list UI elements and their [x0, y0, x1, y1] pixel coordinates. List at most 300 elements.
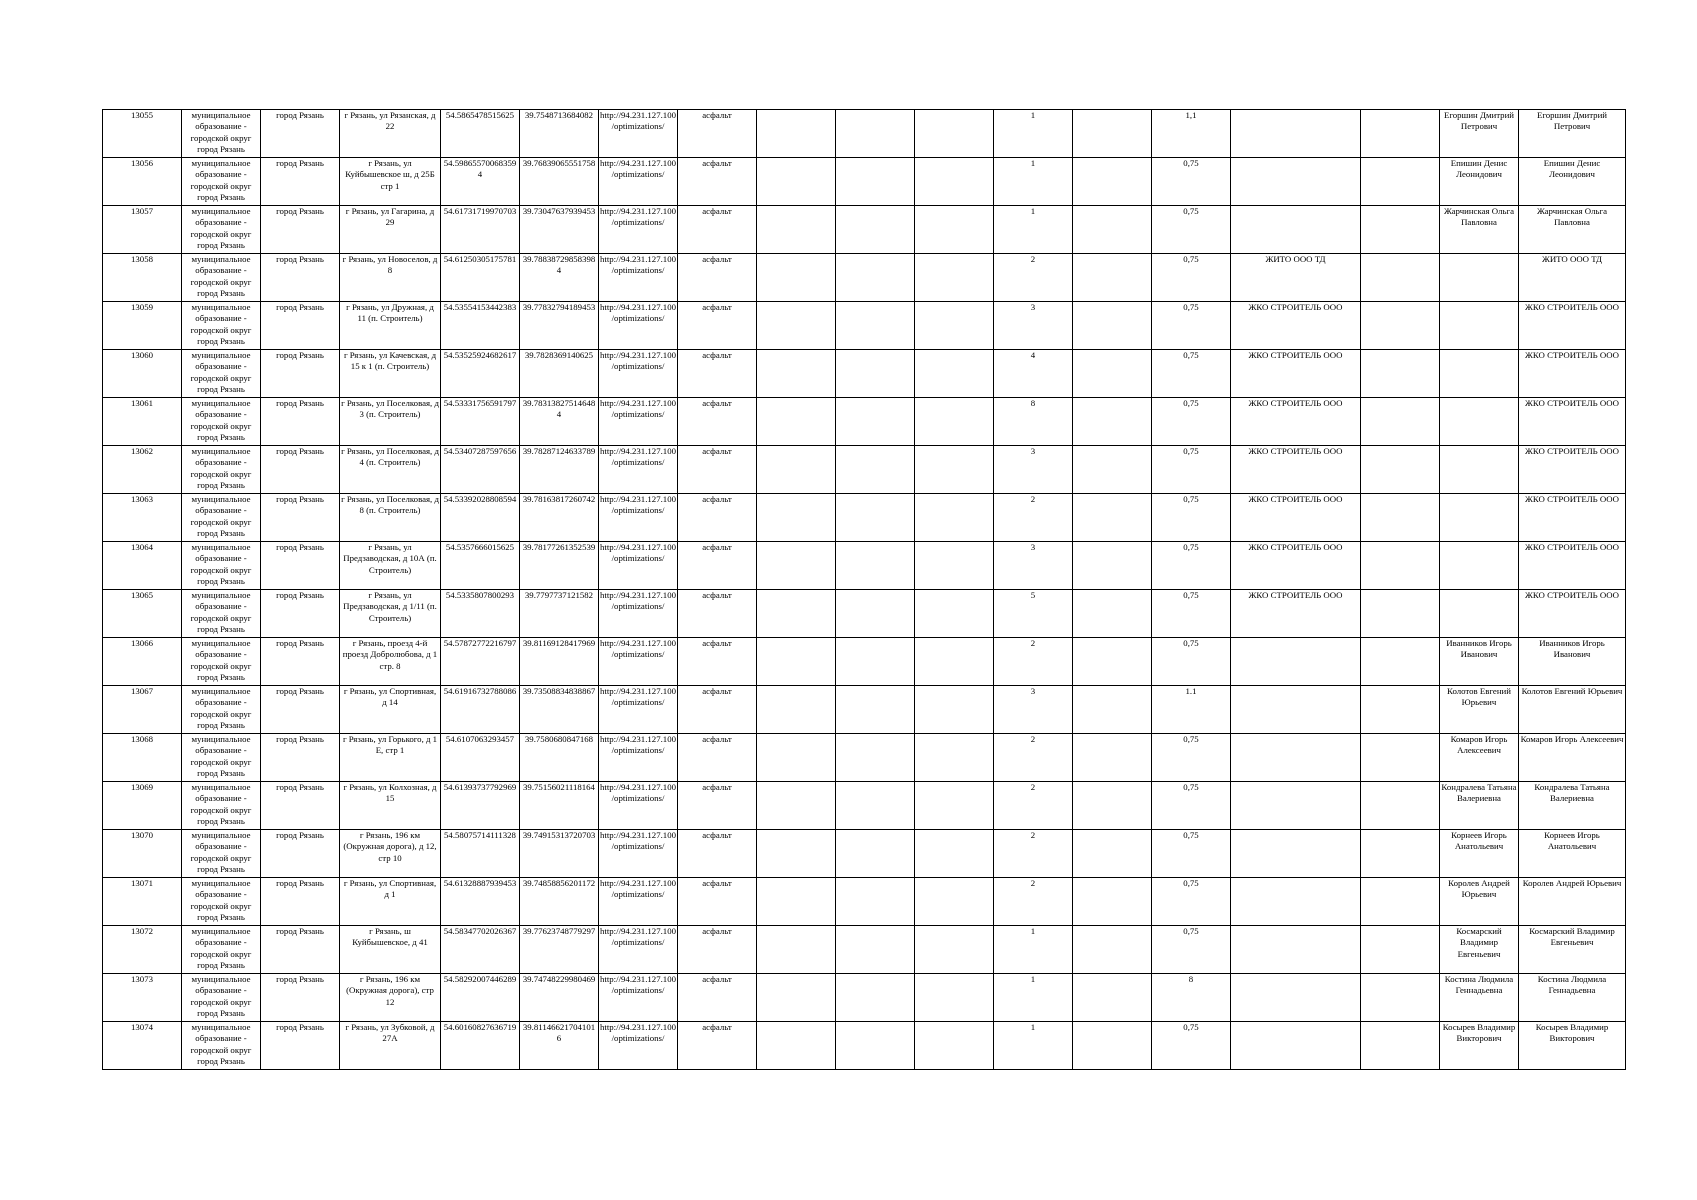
empty-cell	[757, 158, 836, 206]
address-cell: г Рязань, ул Спортивная, д 14	[340, 686, 441, 734]
organization-cell: ЖКО СТРОИТЕЛЬ ООО	[1231, 590, 1361, 638]
volume-cell: 0,75	[1152, 782, 1231, 830]
empty-cell	[1361, 1022, 1440, 1070]
empty-cell	[1073, 782, 1152, 830]
owner-cell: Королев Андрей Юрьевич	[1519, 878, 1626, 926]
city-cell: город Рязань	[261, 110, 340, 158]
url-cell: http://94.231.127.100/optimizations/	[599, 1022, 678, 1070]
url-cell: http://94.231.127.100/optimizations/	[599, 158, 678, 206]
volume-cell: 1,1	[1152, 110, 1231, 158]
empty-cell	[915, 350, 994, 398]
empty-cell	[836, 974, 915, 1022]
table-row	[103, 110, 1626, 158]
longitude-cell: 39.7580680847168	[520, 734, 599, 782]
person-cell	[1440, 350, 1519, 398]
surface-cell: асфальт	[678, 110, 757, 158]
empty-cell	[1073, 590, 1152, 638]
municipality-cell: муниципальное образование - городской округ город Рязань	[182, 158, 261, 206]
url-cell: http://94.231.127.100/optimizations/	[599, 686, 678, 734]
address-cell: г Рязань, ул Гагарина, д 29	[340, 206, 441, 254]
empty-cell	[915, 158, 994, 206]
surface-cell: асфальт	[678, 878, 757, 926]
address-cell: г Рязань, ш Куйбышевское, д 41	[340, 926, 441, 974]
empty-cell	[757, 926, 836, 974]
municipality-cell: муниципальное образование - городской округ город Рязань	[182, 398, 261, 446]
surface-cell: асфальт	[678, 254, 757, 302]
volume-cell: 0,75	[1152, 206, 1231, 254]
city-cell: город Рязань	[261, 446, 340, 494]
empty-cell	[1073, 494, 1152, 542]
longitude-cell: 39.74748229980469	[520, 974, 599, 1022]
empty-cell	[757, 302, 836, 350]
owner-cell: Комаров Игорь Алексеевич	[1519, 734, 1626, 782]
url-cell: http://94.231.127.100/optimizations/	[599, 446, 678, 494]
empty-cell	[1361, 782, 1440, 830]
city-cell: город Рязань	[261, 1022, 340, 1070]
municipality-cell: муниципальное образование - городской округ город Рязань	[182, 878, 261, 926]
url-cell: http://94.231.127.100/optimizations/	[599, 926, 678, 974]
person-cell: Костина Людмила Геннадьевна	[1440, 974, 1519, 1022]
longitude-cell: 39.74915313720703	[520, 830, 599, 878]
empty-cell	[1361, 974, 1440, 1022]
organization-cell	[1231, 1022, 1361, 1070]
empty-cell	[757, 494, 836, 542]
owner-cell: ЖКО СТРОИТЕЛЬ ООО	[1519, 494, 1626, 542]
latitude-cell: 54.58347702026367	[441, 926, 520, 974]
quantity-cell: 1	[994, 1022, 1073, 1070]
latitude-cell: 54.53525924682617	[441, 350, 520, 398]
table-row	[103, 878, 1626, 926]
row-id: 13063	[103, 494, 182, 542]
organization-cell	[1231, 158, 1361, 206]
empty-cell	[836, 350, 915, 398]
address-cell: г Рязань, ул Предзаводская, д 10А (п. Строитель)	[340, 542, 441, 590]
organization-cell: ЖКО СТРОИТЕЛЬ ООО	[1231, 302, 1361, 350]
row-id: 13064	[103, 542, 182, 590]
organization-cell: ЖКО СТРОИТЕЛЬ ООО	[1231, 542, 1361, 590]
address-cell: г Рязань, ул Спортивная, д 1	[340, 878, 441, 926]
row-id: 13055	[103, 110, 182, 158]
empty-cell	[836, 206, 915, 254]
empty-cell	[836, 830, 915, 878]
latitude-cell: 54.57872772216797	[441, 638, 520, 686]
owner-cell: Епишин Денис Леонидович	[1519, 158, 1626, 206]
quantity-cell: 2	[994, 494, 1073, 542]
owner-cell: ЖКО СТРОИТЕЛЬ ООО	[1519, 350, 1626, 398]
url-cell: http://94.231.127.100/optimizations/	[599, 350, 678, 398]
empty-cell	[836, 446, 915, 494]
quantity-cell: 1	[994, 110, 1073, 158]
longitude-cell: 39.811466217041016	[520, 1022, 599, 1070]
table-row	[103, 206, 1626, 254]
quantity-cell: 1	[994, 158, 1073, 206]
url-cell: http://94.231.127.100/optimizations/	[599, 542, 678, 590]
row-id: 13072	[103, 926, 182, 974]
empty-cell	[1073, 110, 1152, 158]
longitude-cell: 39.75156021118164	[520, 782, 599, 830]
surface-cell: асфальт	[678, 1022, 757, 1070]
empty-cell	[1361, 830, 1440, 878]
municipality-cell: муниципальное образование - городской округ город Рязань	[182, 494, 261, 542]
person-cell: Косырев Владимир Викторович	[1440, 1022, 1519, 1070]
owner-cell: Колотов Евгений Юрьевич	[1519, 686, 1626, 734]
latitude-cell: 54.61250305175781	[441, 254, 520, 302]
url-cell: http://94.231.127.100/optimizations/	[599, 302, 678, 350]
empty-cell	[836, 782, 915, 830]
owner-cell: ЖКО СТРОИТЕЛЬ ООО	[1519, 398, 1626, 446]
url-cell: http://94.231.127.100/optimizations/	[599, 638, 678, 686]
empty-cell	[1073, 1022, 1152, 1070]
municipality-cell: муниципальное образование - городской округ город Рязань	[182, 734, 261, 782]
volume-cell: 0,75	[1152, 254, 1231, 302]
volume-cell: 0,75	[1152, 590, 1231, 638]
table-row	[103, 974, 1626, 1022]
volume-cell: 0,75	[1152, 830, 1231, 878]
longitude-cell: 39.7548713684082	[520, 110, 599, 158]
owner-cell: Корнеев Игорь Анатольевич	[1519, 830, 1626, 878]
longitude-cell: 39.78177261352539	[520, 542, 599, 590]
empty-cell	[757, 542, 836, 590]
surface-cell: асфальт	[678, 974, 757, 1022]
municipality-cell: муниципальное образование - городской округ город Рязань	[182, 350, 261, 398]
city-cell: город Рязань	[261, 542, 340, 590]
row-id: 13065	[103, 590, 182, 638]
longitude-cell: 39.7828369140625	[520, 350, 599, 398]
empty-cell	[915, 302, 994, 350]
latitude-cell: 54.6107063293457	[441, 734, 520, 782]
empty-cell	[836, 686, 915, 734]
empty-cell	[1073, 638, 1152, 686]
longitude-cell: 39.783138275146484	[520, 398, 599, 446]
longitude-cell: 39.73047637939453	[520, 206, 599, 254]
volume-cell: 0,75	[1152, 542, 1231, 590]
organization-cell	[1231, 926, 1361, 974]
longitude-cell: 39.74858856201172	[520, 878, 599, 926]
latitude-cell: 54.61731719970703	[441, 206, 520, 254]
table-row	[103, 734, 1626, 782]
organization-cell	[1231, 878, 1361, 926]
organization-cell	[1231, 638, 1361, 686]
row-id: 13058	[103, 254, 182, 302]
empty-cell	[915, 542, 994, 590]
empty-cell	[1361, 542, 1440, 590]
municipality-cell: муниципальное образование - городской округ город Рязань	[182, 110, 261, 158]
empty-cell	[836, 110, 915, 158]
empty-cell	[1073, 926, 1152, 974]
quantity-cell: 8	[994, 398, 1073, 446]
table-row	[103, 254, 1626, 302]
surface-cell: асфальт	[678, 206, 757, 254]
empty-cell	[757, 590, 836, 638]
owner-cell: Иванников Игорь Иванович	[1519, 638, 1626, 686]
person-cell	[1440, 446, 1519, 494]
table-row	[103, 542, 1626, 590]
longitude-cell: 39.78287124633789	[520, 446, 599, 494]
quantity-cell: 1	[994, 926, 1073, 974]
address-cell: г Рязань, ул Поселковая, д 3 (п. Строитель)	[340, 398, 441, 446]
latitude-cell: 54.53392028808594	[441, 494, 520, 542]
empty-cell	[915, 206, 994, 254]
municipality-cell: муниципальное образование - городской округ город Рязань	[182, 254, 261, 302]
table-row	[103, 926, 1626, 974]
empty-cell	[915, 878, 994, 926]
table-row	[103, 1022, 1626, 1070]
city-cell: город Рязань	[261, 254, 340, 302]
quantity-cell: 3	[994, 302, 1073, 350]
quantity-cell: 4	[994, 350, 1073, 398]
row-id: 13066	[103, 638, 182, 686]
empty-cell	[836, 1022, 915, 1070]
url-cell: http://94.231.127.100/optimizations/	[599, 494, 678, 542]
empty-cell	[836, 542, 915, 590]
empty-cell	[1073, 974, 1152, 1022]
person-cell: Космарский Владимир Евгеньевич	[1440, 926, 1519, 974]
quantity-cell: 2	[994, 734, 1073, 782]
person-cell: Егоршин Дмитрий Петрович	[1440, 110, 1519, 158]
latitude-cell: 54.53554153442383	[441, 302, 520, 350]
url-cell: http://94.231.127.100/optimizations/	[599, 974, 678, 1022]
organization-cell	[1231, 734, 1361, 782]
city-cell: город Рязань	[261, 686, 340, 734]
owner-cell: ЖКО СТРОИТЕЛЬ ООО	[1519, 542, 1626, 590]
latitude-cell: 54.598655700683594	[441, 158, 520, 206]
empty-cell	[836, 734, 915, 782]
table-row	[103, 782, 1626, 830]
address-cell: г Рязань, ул Поселковая, д 4 (п. Строитель)	[340, 446, 441, 494]
empty-cell	[1361, 446, 1440, 494]
empty-cell	[757, 782, 836, 830]
quantity-cell: 1	[994, 206, 1073, 254]
person-cell	[1440, 542, 1519, 590]
volume-cell: 0,75	[1152, 302, 1231, 350]
city-cell: город Рязань	[261, 398, 340, 446]
organization-cell: ЖКО СТРОИТЕЛЬ ООО	[1231, 494, 1361, 542]
city-cell: город Рязань	[261, 494, 340, 542]
empty-cell	[1361, 590, 1440, 638]
municipality-cell: муниципальное образование - городской округ город Рязань	[182, 206, 261, 254]
url-cell: http://94.231.127.100/optimizations/	[599, 830, 678, 878]
city-cell: город Рязань	[261, 158, 340, 206]
city-cell: город Рязань	[261, 926, 340, 974]
empty-cell	[1073, 734, 1152, 782]
url-cell: http://94.231.127.100/optimizations/	[599, 110, 678, 158]
empty-cell	[1361, 158, 1440, 206]
url-cell: http://94.231.127.100/optimizations/	[599, 734, 678, 782]
city-cell: город Рязань	[261, 734, 340, 782]
surface-cell: асфальт	[678, 590, 757, 638]
empty-cell	[1073, 206, 1152, 254]
surface-cell: асфальт	[678, 302, 757, 350]
address-cell: г Рязань, ул Рязанская, д 22	[340, 110, 441, 158]
surface-cell: асфальт	[678, 926, 757, 974]
url-cell: http://94.231.127.100/optimizations/	[599, 878, 678, 926]
latitude-cell: 54.60160827636719	[441, 1022, 520, 1070]
person-cell	[1440, 590, 1519, 638]
municipality-cell: муниципальное образование - городской округ город Рязань	[182, 590, 261, 638]
volume-cell: 0,75	[1152, 446, 1231, 494]
empty-cell	[1073, 878, 1152, 926]
quantity-cell: 2	[994, 878, 1073, 926]
table-row	[103, 686, 1626, 734]
address-cell: г Рязань, 196 км (Окружная дорога), стр 12	[340, 974, 441, 1022]
municipality-cell: муниципальное образование - городской округ город Рязань	[182, 974, 261, 1022]
empty-cell	[1361, 494, 1440, 542]
empty-cell	[757, 350, 836, 398]
empty-cell	[757, 446, 836, 494]
municipality-cell: муниципальное образование - городской округ город Рязань	[182, 830, 261, 878]
address-cell: г Рязань, ул Предзаводская, д 1/11 (п. Строитель)	[340, 590, 441, 638]
row-id: 13061	[103, 398, 182, 446]
empty-cell	[757, 254, 836, 302]
owner-cell: ЖИТО ООО ТД	[1519, 254, 1626, 302]
address-cell: г Рязань, ул Поселковая, д 8 (п. Строитель)	[340, 494, 441, 542]
longitude-cell: 39.77623748779297	[520, 926, 599, 974]
empty-cell	[1361, 206, 1440, 254]
latitude-cell: 54.58292007446289	[441, 974, 520, 1022]
row-id: 13062	[103, 446, 182, 494]
empty-cell	[757, 206, 836, 254]
volume-cell: 1.1	[1152, 686, 1231, 734]
empty-cell	[1073, 398, 1152, 446]
owner-cell: Кондралева Татьяна Валериевна	[1519, 782, 1626, 830]
municipality-cell: муниципальное образование - городской округ город Рязань	[182, 686, 261, 734]
organization-cell	[1231, 782, 1361, 830]
organization-cell	[1231, 830, 1361, 878]
quantity-cell: 1	[994, 974, 1073, 1022]
address-cell: г Рязань, ул Зубковой, д 27А	[340, 1022, 441, 1070]
volume-cell: 0,75	[1152, 878, 1231, 926]
organization-cell	[1231, 206, 1361, 254]
empty-cell	[915, 686, 994, 734]
municipality-cell: муниципальное образование - городской округ город Рязань	[182, 302, 261, 350]
city-cell: город Рязань	[261, 974, 340, 1022]
longitude-cell: 39.788387298583984	[520, 254, 599, 302]
person-cell	[1440, 254, 1519, 302]
longitude-cell: 39.7797737121582	[520, 590, 599, 638]
quantity-cell: 5	[994, 590, 1073, 638]
city-cell: город Рязань	[261, 638, 340, 686]
person-cell: Епишин Денис Леонидович	[1440, 158, 1519, 206]
empty-cell	[1073, 830, 1152, 878]
empty-cell	[915, 926, 994, 974]
person-cell: Колотов Евгений Юрьевич	[1440, 686, 1519, 734]
municipality-cell: муниципальное образование - городской округ город Рязань	[182, 638, 261, 686]
latitude-cell: 54.58075714111328	[441, 830, 520, 878]
surface-cell: асфальт	[678, 686, 757, 734]
empty-cell	[915, 590, 994, 638]
empty-cell	[836, 638, 915, 686]
empty-cell	[1073, 446, 1152, 494]
person-cell: Жарчинская Ольга Павловна	[1440, 206, 1519, 254]
empty-cell	[757, 1022, 836, 1070]
latitude-cell: 54.61328887939453	[441, 878, 520, 926]
city-cell: город Рязань	[261, 350, 340, 398]
person-cell: Комаров Игорь Алексеевич	[1440, 734, 1519, 782]
address-cell: г Рязань, 196 км (Окружная дорога), д 12, стр 10	[340, 830, 441, 878]
city-cell: город Рязань	[261, 206, 340, 254]
owner-cell: Жарчинская Ольга Павловна	[1519, 206, 1626, 254]
longitude-cell: 39.81169128417969	[520, 638, 599, 686]
owner-cell: Егоршин Дмитрий Петрович	[1519, 110, 1626, 158]
volume-cell: 8	[1152, 974, 1231, 1022]
surface-cell: асфальт	[678, 350, 757, 398]
empty-cell	[757, 686, 836, 734]
organization-cell	[1231, 686, 1361, 734]
owner-cell: Косырев Владимир Викторович	[1519, 1022, 1626, 1070]
row-id: 13057	[103, 206, 182, 254]
municipality-cell: муниципальное образование - городской округ город Рязань	[182, 542, 261, 590]
municipality-cell: муниципальное образование - городской округ город Рязань	[182, 782, 261, 830]
row-id: 13059	[103, 302, 182, 350]
row-id: 13068	[103, 734, 182, 782]
latitude-cell: 54.61916732788086	[441, 686, 520, 734]
address-cell: г Рязань, проезд 4-й проезд Добролюбова, д 1 стр. 8	[340, 638, 441, 686]
quantity-cell: 3	[994, 446, 1073, 494]
row-id: 13073	[103, 974, 182, 1022]
municipality-cell: муниципальное образование - городской округ город Рязань	[182, 926, 261, 974]
empty-cell	[836, 926, 915, 974]
latitude-cell: 54.53331756591797	[441, 398, 520, 446]
empty-cell	[1073, 350, 1152, 398]
table-row	[103, 494, 1626, 542]
empty-cell	[836, 254, 915, 302]
empty-cell	[915, 494, 994, 542]
url-cell: http://94.231.127.100/optimizations/	[599, 398, 678, 446]
longitude-cell: 39.76839065551758	[520, 158, 599, 206]
empty-cell	[836, 398, 915, 446]
volume-cell: 0,75	[1152, 1022, 1231, 1070]
surface-cell: асфальт	[678, 830, 757, 878]
empty-cell	[1361, 926, 1440, 974]
url-cell: http://94.231.127.100/optimizations/	[599, 254, 678, 302]
empty-cell	[1361, 686, 1440, 734]
empty-cell	[757, 638, 836, 686]
empty-cell	[915, 1022, 994, 1070]
organization-cell: ЖКО СТРОИТЕЛЬ ООО	[1231, 398, 1361, 446]
city-cell: город Рязань	[261, 878, 340, 926]
quantity-cell: 3	[994, 542, 1073, 590]
empty-cell	[757, 878, 836, 926]
person-cell	[1440, 302, 1519, 350]
empty-cell	[1073, 254, 1152, 302]
empty-cell	[1361, 254, 1440, 302]
address-cell: г Рязань, ул Качевская, д 15 к 1 (п. Строитель)	[340, 350, 441, 398]
empty-cell	[915, 638, 994, 686]
empty-cell	[757, 734, 836, 782]
longitude-cell: 39.77832794189453	[520, 302, 599, 350]
empty-cell	[836, 302, 915, 350]
surface-cell: асфальт	[678, 734, 757, 782]
latitude-cell: 54.53407287597656	[441, 446, 520, 494]
row-id: 13074	[103, 1022, 182, 1070]
empty-cell	[757, 398, 836, 446]
city-cell: город Рязань	[261, 830, 340, 878]
empty-cell	[1073, 542, 1152, 590]
url-cell: http://94.231.127.100/optimizations/	[599, 206, 678, 254]
address-cell: г Рязань, ул Колхозная, д 15	[340, 782, 441, 830]
municipality-cell: муниципальное образование - городской округ город Рязань	[182, 446, 261, 494]
empty-cell	[1361, 350, 1440, 398]
url-cell: http://94.231.127.100/optimizations/	[599, 590, 678, 638]
person-cell: Кондралева Татьяна Валериевна	[1440, 782, 1519, 830]
surface-cell: асфальт	[678, 542, 757, 590]
surface-cell: асфальт	[678, 158, 757, 206]
address-cell: г Рязань, ул Куйбышевское ш, д 25Б стр 1	[340, 158, 441, 206]
organization-cell	[1231, 974, 1361, 1022]
row-id: 13071	[103, 878, 182, 926]
volume-cell: 0,75	[1152, 158, 1231, 206]
surface-cell: асфальт	[678, 446, 757, 494]
